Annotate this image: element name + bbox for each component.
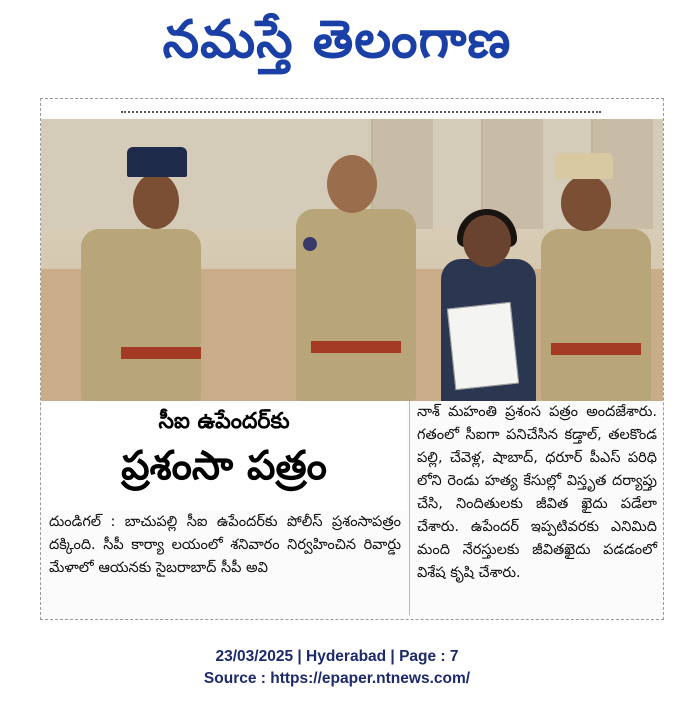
article-left-column: దుండిగల్ : బాచుపల్లి సీఐ ఉపేందర్‌కు పోలీస్ ప్రశంసాపత్రం దక్కింది. సీపీ కార్యా లయంలో శనివారం నిర్వహించిన రివార్డు మేళాలో ఆయనకు సైబరాబాద్ సీపీ అవి <box>49 514 401 576</box>
footer-source-line: Source : https://epaper.ntnews.com/ <box>203 670 471 687</box>
column-divider <box>409 401 410 615</box>
news-photo <box>41 119 663 401</box>
article-right-column: నాశ్ మహంతి ప్రశంస పత్రం అందజేశారు. గతంలో సీఐగా పనిచేసిన కడ్తాల్, తలకొండ పల్లి, చేవెళ్ల, షాబాద్, ధరూర్ పీఎస్ పరిధి లోని రెండు హత్య కేసుల్లో విస్తృత దర్యాప్తు చేసి, నిందితులకు జీవిత ఖైదు పడేలా చేశారు. ఉపేందర్ ఇప్పటివరకు ఎనిమిది మంది నేరస్తులకు జీవితఖైదు పడడంలో విశేష కృషి చేశారు. <box>417 404 657 581</box>
article-headline: ప్రశంసా పత్రం <box>121 443 327 489</box>
article-kicker: సీఐ ఉపేందర్‌కు <box>158 409 290 434</box>
newspaper-logo: నమస్తే తెలంగాణ <box>162 10 512 70</box>
clipped-text-strip <box>41 99 663 119</box>
headline-box <box>41 401 407 511</box>
certificate <box>447 302 519 390</box>
masthead <box>0 0 674 100</box>
footer-date-line: 23/03/2025 | Hyderabad | Page : 7 <box>215 648 459 665</box>
news-clipping <box>40 98 664 620</box>
footer <box>0 646 674 690</box>
